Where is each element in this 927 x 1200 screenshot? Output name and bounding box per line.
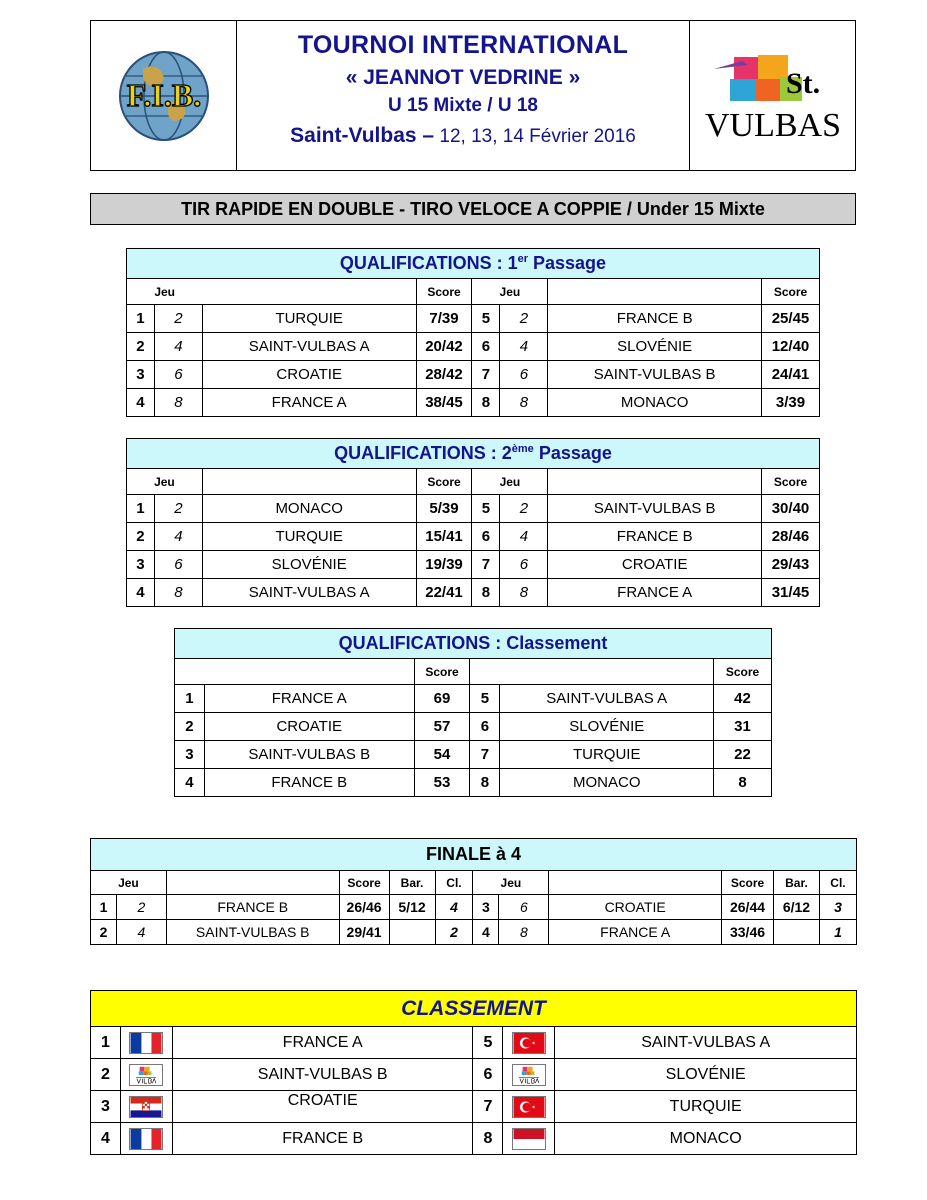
team-cell: FRANCE A <box>202 389 416 417</box>
rank-cell: 5 <box>473 1027 503 1059</box>
score-cell: 29/41 <box>339 920 389 945</box>
tournament-name: « JEANNOT VEDRINE » <box>345 66 581 89</box>
team-cell: FRANCE B <box>172 1123 473 1155</box>
rank-cell: 2 <box>91 1059 121 1091</box>
barrage-cell <box>773 920 819 945</box>
table-row <box>91 1123 857 1155</box>
final-rank-cell: 2 <box>435 920 473 945</box>
table-header-row: Jeu Score Jeu Score <box>127 279 820 305</box>
rank-cell: 7 <box>472 361 500 389</box>
score-cell: 30/40 <box>762 495 820 523</box>
rank-cell: 1 <box>175 685 205 713</box>
saint-vulbas-flag-icon <box>512 1064 546 1086</box>
score-cell: 69 <box>414 685 470 713</box>
qualifications-2-table <box>126 438 820 607</box>
title-block <box>237 21 689 170</box>
team-cell: CROATIE <box>548 551 762 579</box>
rank-cell: 3 <box>91 1091 121 1123</box>
rank-cell: 2 <box>127 333 155 361</box>
table-header-row: Jeu Score Bar. Cl. Jeu Score Bar. Cl. <box>91 871 857 895</box>
score-cell: 3/39 <box>762 389 820 417</box>
lane-cell: 6 <box>154 361 202 389</box>
flag-cell <box>120 1059 172 1091</box>
final-rank-cell: 3 <box>819 895 856 920</box>
rank-cell: 6 <box>472 333 500 361</box>
team-cell: SAINT-VULBAS B <box>172 1059 473 1091</box>
team-cell: FRANCE B <box>548 523 762 551</box>
table-row <box>175 741 772 769</box>
rank-cell: 3 <box>127 361 155 389</box>
rank-cell: 4 <box>127 389 155 417</box>
saint-vulbas-logo <box>689 21 855 170</box>
score-cell: 20/42 <box>416 333 472 361</box>
score-cell: 26/46 <box>339 895 389 920</box>
score-cell: 12/40 <box>762 333 820 361</box>
team-cell: SLOVÉNIE <box>548 333 762 361</box>
team-cell: SAINT-VULBAS B <box>166 920 339 945</box>
tournament-categories: U 15 Mixte / U 18 <box>388 95 538 116</box>
rank-cell: 8 <box>472 389 500 417</box>
team-cell: MONACO <box>500 769 714 797</box>
rank-cell: 7 <box>472 551 500 579</box>
rank-cell: 1 <box>91 895 117 920</box>
globe-icon <box>91 21 237 172</box>
team-cell: CROATIE <box>172 1091 473 1123</box>
table-row <box>127 389 820 417</box>
final-ranking-title: CLASSEMENT <box>91 991 857 1027</box>
team-cell: SAINT-VULBAS B <box>548 495 762 523</box>
table-row <box>127 333 820 361</box>
team-cell: SLOVÉNIE <box>202 551 416 579</box>
turkey-flag-icon <box>512 1032 546 1054</box>
qualifications-2-title: QUALIFICATIONS : 2ème Passage <box>127 439 820 469</box>
table-row <box>91 1027 857 1059</box>
header-box <box>90 20 856 171</box>
fib-logo <box>91 21 237 170</box>
score-cell: 38/45 <box>416 389 472 417</box>
score-cell: 57 <box>414 713 470 741</box>
fib-logo-text: F.I.B. <box>126 77 202 113</box>
score-cell: 22 <box>714 741 772 769</box>
score-cell: 42 <box>714 685 772 713</box>
score-cell: 26/44 <box>722 895 774 920</box>
rank-cell: 4 <box>127 579 155 607</box>
lane-cell: 8 <box>500 389 548 417</box>
rank-cell: 6 <box>473 1059 503 1091</box>
rank-cell: 1 <box>91 1027 121 1059</box>
team-cell: CROATIE <box>549 895 722 920</box>
saint-vulbas-logo-bottom: VULBAS <box>704 107 842 144</box>
team-cell: SAINT-VULBAS A <box>555 1027 857 1059</box>
team-cell: MONACO <box>202 495 416 523</box>
team-cell: FRANCE A <box>549 920 722 945</box>
flag-cell <box>120 1091 172 1123</box>
lane-cell: 2 <box>116 895 166 920</box>
flag-cell <box>120 1027 172 1059</box>
rank-cell: 2 <box>175 713 205 741</box>
rank-cell: 6 <box>472 523 500 551</box>
saint-vulbas-logo-top: St. <box>786 67 821 100</box>
table-row <box>127 305 820 333</box>
table-header-row: Score Score <box>175 659 772 685</box>
rank-cell: 4 <box>473 920 499 945</box>
team-cell: SAINT-VULBAS B <box>548 361 762 389</box>
lane-cell: 8 <box>154 579 202 607</box>
team-cell: TURQUIE <box>202 305 416 333</box>
qualifications-ranking-table <box>174 628 772 797</box>
qualifications-ranking-title: QUALIFICATIONS : Classement <box>175 629 772 659</box>
final-rank-cell: 4 <box>435 895 473 920</box>
team-cell: TURQUIE <box>202 523 416 551</box>
lane-cell: 2 <box>500 495 548 523</box>
rank-cell: 8 <box>473 1123 503 1155</box>
tournament-dates: 12, 13, 14 Février 2016 <box>439 126 636 147</box>
turkey-flag-icon <box>512 1096 546 1118</box>
rank-cell: 7 <box>473 1091 503 1123</box>
flag-cell <box>503 1091 555 1123</box>
rank-cell: 1 <box>127 495 155 523</box>
tournament-title: TOURNOI INTERNATIONAL <box>297 31 629 59</box>
table-row <box>127 551 820 579</box>
barrage-cell: 5/12 <box>389 895 435 920</box>
team-cell: FRANCE A <box>204 685 414 713</box>
score-cell: 5/39 <box>416 495 472 523</box>
flag-cell <box>503 1123 555 1155</box>
table-row <box>91 895 857 920</box>
score-cell: 22/41 <box>416 579 472 607</box>
rank-cell: 8 <box>470 769 500 797</box>
score-cell: 54 <box>414 741 470 769</box>
table-row <box>127 495 820 523</box>
table-row <box>91 1091 857 1123</box>
team-cell: SAINT-VULBAS B <box>204 741 414 769</box>
lane-cell: 4 <box>154 523 202 551</box>
flag-cell <box>503 1059 555 1091</box>
france-flag-icon <box>129 1128 163 1150</box>
table-row <box>91 920 857 945</box>
rank-cell: 6 <box>470 713 500 741</box>
tournament-place-dates <box>237 124 689 148</box>
qualifications-1-title: QUALIFICATIONS : 1er Passage <box>127 249 820 279</box>
lane-cell: 4 <box>500 333 548 361</box>
monaco-flag-icon <box>512 1128 546 1150</box>
table-row <box>175 769 772 797</box>
lane-cell: 6 <box>500 361 548 389</box>
score-cell: 15/41 <box>416 523 472 551</box>
table-row <box>127 579 820 607</box>
team-cell: SLOVÉNIE <box>555 1059 857 1091</box>
table-row <box>127 523 820 551</box>
lane-cell: 4 <box>154 333 202 361</box>
team-cell: CROATIE <box>202 361 416 389</box>
final-ranking-table <box>90 990 857 1155</box>
barrage-cell <box>389 920 435 945</box>
score-cell: 31 <box>714 713 772 741</box>
rank-cell: 3 <box>127 551 155 579</box>
table-row <box>91 1059 857 1091</box>
lane-cell: 2 <box>500 305 548 333</box>
lane-cell: 8 <box>499 920 549 945</box>
table-row <box>175 713 772 741</box>
team-cell: SAINT-VULBAS A <box>202 333 416 361</box>
score-cell: 53 <box>414 769 470 797</box>
team-cell: MONACO <box>548 389 762 417</box>
team-cell: SLOVÉNIE <box>500 713 714 741</box>
team-cell: FRANCE B <box>548 305 762 333</box>
score-cell: 7/39 <box>416 305 472 333</box>
score-cell: 24/41 <box>762 361 820 389</box>
flag-cell <box>120 1123 172 1155</box>
score-cell: 31/45 <box>762 579 820 607</box>
rank-cell: 5 <box>470 685 500 713</box>
rank-cell: 1 <box>127 305 155 333</box>
rank-cell: 2 <box>91 920 117 945</box>
score-cell: 33/46 <box>722 920 774 945</box>
team-cell: TURQUIE <box>555 1091 857 1123</box>
team-cell: FRANCE B <box>204 769 414 797</box>
team-cell: FRANCE B <box>166 895 339 920</box>
lane-cell: 2 <box>154 495 202 523</box>
table-row <box>127 361 820 389</box>
rank-cell: 2 <box>127 523 155 551</box>
rank-cell: 8 <box>472 579 500 607</box>
score-cell: 25/45 <box>762 305 820 333</box>
lane-cell: 2 <box>154 305 202 333</box>
team-cell: FRANCE A <box>172 1027 473 1059</box>
rank-cell: 5 <box>472 495 500 523</box>
category-banner: TIR RAPIDE EN DOUBLE - TIRO VELOCE A COPPIE / Under 15 Mixte <box>90 193 856 225</box>
final-rank-cell: 1 <box>819 920 856 945</box>
score-cell: 29/43 <box>762 551 820 579</box>
rank-cell: 3 <box>473 895 499 920</box>
rank-cell: 3 <box>175 741 205 769</box>
qualifications-1-table <box>126 248 820 417</box>
score-cell: 8 <box>714 769 772 797</box>
rank-cell: 7 <box>470 741 500 769</box>
lane-cell: 6 <box>500 551 548 579</box>
lane-cell: 6 <box>499 895 549 920</box>
rank-cell: 4 <box>91 1123 121 1155</box>
flag-cell <box>503 1027 555 1059</box>
lane-cell: 4 <box>500 523 548 551</box>
rank-cell: 5 <box>472 305 500 333</box>
lane-cell: 6 <box>154 551 202 579</box>
rank-cell: 4 <box>175 769 205 797</box>
tournament-place: Saint-Vulbas – <box>290 124 435 147</box>
croatia-flag-icon <box>129 1096 163 1118</box>
team-cell: CROATIE <box>204 713 414 741</box>
score-cell: 28/42 <box>416 361 472 389</box>
france-flag-icon <box>129 1032 163 1054</box>
team-cell: MONACO <box>555 1123 857 1155</box>
team-cell: TURQUIE <box>500 741 714 769</box>
team-cell: SAINT-VULBAS A <box>500 685 714 713</box>
table-header-row: Jeu Score Jeu Score <box>127 469 820 495</box>
barrage-cell: 6/12 <box>773 895 819 920</box>
final-four-title: FINALE à 4 <box>91 839 857 871</box>
table-row <box>175 685 772 713</box>
lane-cell: 8 <box>500 579 548 607</box>
team-cell: SAINT-VULBAS A <box>202 579 416 607</box>
saint-vulbas-flag-icon <box>129 1064 163 1086</box>
final-four-table <box>90 838 857 945</box>
score-cell: 28/46 <box>762 523 820 551</box>
team-cell: FRANCE A <box>548 579 762 607</box>
score-cell: 19/39 <box>416 551 472 579</box>
lane-cell: 8 <box>154 389 202 417</box>
lane-cell: 4 <box>116 920 166 945</box>
